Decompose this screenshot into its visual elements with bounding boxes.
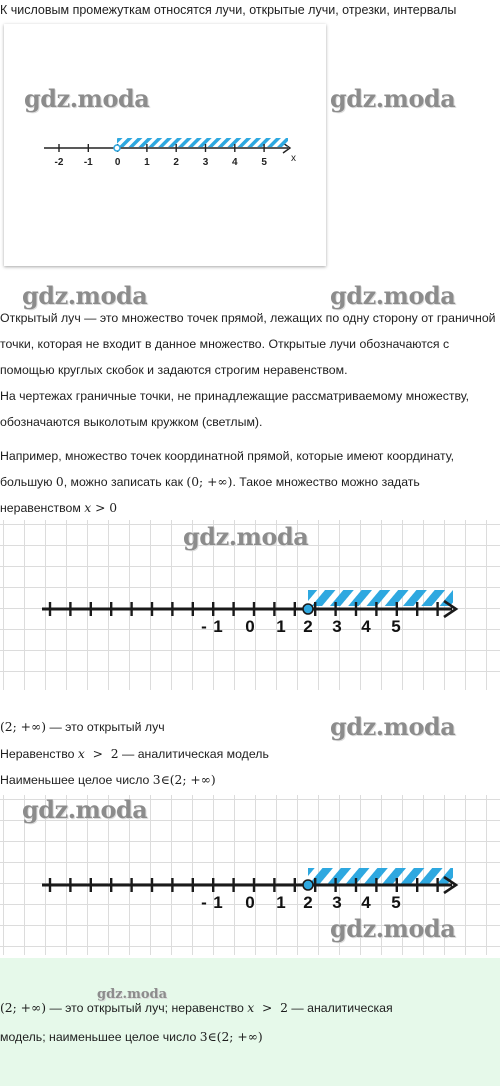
- watermark: gdz.moda: [22, 795, 148, 824]
- statement-open-ray: [0, 720, 165, 734]
- watermark: gdz.moda: [330, 914, 456, 943]
- watermark: gdz.moda: [97, 987, 168, 1002]
- tick-label: 2: [173, 157, 179, 168]
- example-text: . Такое множество можно задать неравенством: [0, 475, 420, 515]
- statement-text: — аналитическая модель: [118, 747, 269, 761]
- tick-label: 3: [332, 617, 342, 636]
- statement-smallest: [0, 773, 216, 787]
- grid-figure: [0, 520, 500, 690]
- tick-label: 4: [361, 893, 371, 912]
- drawing-paragraph: На чертежах граничные точки, не принадлежащие рассматриваемому множеству, обозначаются выколотым кружком (светлым).: [0, 389, 470, 429]
- statement-text: Неравенство: [0, 747, 78, 761]
- figure-card: [4, 24, 326, 266]
- tick-label: 2: [303, 617, 313, 636]
- tick-label: 3: [202, 157, 209, 168]
- open-point: [303, 880, 313, 890]
- math-interval: (2; +∞): [0, 1001, 47, 1015]
- answer-line-1: [0, 1001, 393, 1015]
- tick-label: 1: [144, 157, 150, 168]
- tick-label: -: [201, 893, 207, 912]
- example-paragraph: [0, 443, 498, 521]
- tick-label: -: [201, 617, 207, 636]
- statement-text: — это открытый луч: [46, 720, 165, 734]
- watermark: gdz.moda: [330, 281, 456, 310]
- tick-label: 0: [114, 157, 121, 168]
- math-interval: (2; +∞): [0, 720, 47, 734]
- math-zero: 0: [55, 475, 64, 489]
- tick-label: 5: [261, 157, 267, 168]
- tick-label: -2: [54, 157, 64, 168]
- open-point: [303, 604, 313, 614]
- watermark: gdz.moda: [330, 84, 456, 113]
- open-point: [114, 145, 120, 151]
- hatched-region: [308, 590, 453, 606]
- math-inequality: > 2: [84, 747, 119, 761]
- answer-text: — аналитическая: [287, 1001, 393, 1015]
- watermark: gdz.moda: [22, 281, 148, 310]
- tick-label: 4: [232, 157, 238, 168]
- math-membership: 3∈(2; +∞): [152, 773, 216, 787]
- tick-label: 3: [332, 893, 342, 912]
- tick-label: -1: [83, 157, 93, 168]
- math-membership: 3∈(2; +∞): [199, 1030, 263, 1044]
- hatched-region: [308, 868, 453, 884]
- statement-text: Наименьшее целое число: [0, 773, 153, 787]
- math-inequality: > 0: [91, 501, 118, 515]
- example-text: , можно записать как: [63, 475, 187, 489]
- tick-label: 0: [245, 893, 255, 912]
- math-interval: (0; +∞): [186, 475, 233, 489]
- tick-label: 1: [213, 893, 223, 912]
- math-inequality: > 2: [254, 1001, 288, 1015]
- watermark: gdz.moda: [183, 522, 309, 551]
- math-variable: x: [77, 747, 85, 761]
- tick-label: 5: [391, 617, 401, 636]
- math-variable: x: [84, 501, 92, 515]
- statement-inequality: [0, 747, 269, 761]
- definition-paragraph: Открытый луч — это множество точек прямой, лежащих по одну сторону от граничной точки, которая не входит в данное множество. Открытые лучи обозначаются с помощью круглых скобок и задаются строгим неравенством.: [0, 311, 496, 377]
- intro-text: К числовым промежуткам относятся лучи, открытые лучи, отрезки, интервалы: [0, 3, 457, 17]
- hatched-region: [117, 138, 288, 147]
- tick-label: 1: [213, 617, 223, 636]
- axis-label: x: [291, 153, 296, 164]
- answer-line-2: [0, 1030, 263, 1044]
- tick-label: 5: [391, 893, 401, 912]
- tick-label: 2: [303, 893, 313, 912]
- tick-label: 1: [276, 893, 286, 912]
- number-line-figure: [4, 24, 326, 266]
- tick-label: 1: [276, 617, 286, 636]
- math-variable: x: [247, 1001, 255, 1015]
- tick-label: 0: [245, 617, 255, 636]
- watermark: gdz.moda: [330, 712, 456, 741]
- example-text: Например, множество точек координатной прямой, которые имеют координату, большую: [0, 449, 455, 489]
- answer-text: модель; наименьшее целое число: [0, 1030, 200, 1044]
- watermark: gdz.moda: [24, 84, 150, 113]
- answer-box: [0, 958, 500, 1086]
- tick-label: 4: [361, 617, 371, 636]
- answer-text: — это открытый луч; неравенство: [46, 1001, 248, 1015]
